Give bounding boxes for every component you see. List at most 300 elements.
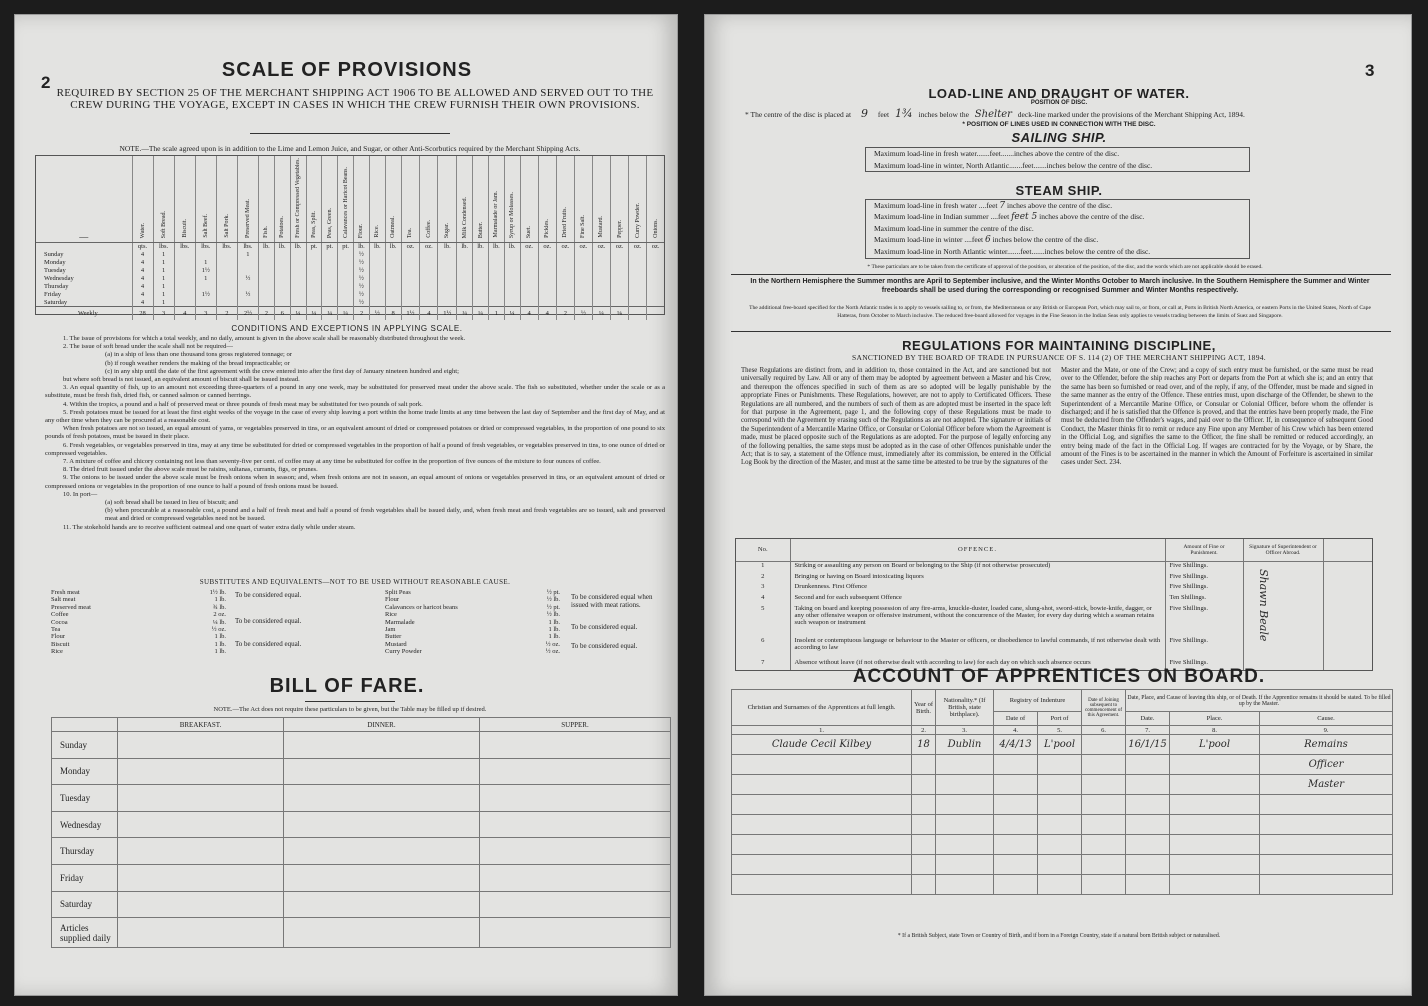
ration-cell [629,274,647,282]
substitute-qty: ¾ lb. [212,603,226,611]
apprentice-row [732,815,1393,835]
ration-cell [369,266,385,274]
ration-cell [306,258,322,266]
ration-cell [216,258,237,266]
ration-cell [290,298,306,306]
bill-cell[interactable] [284,864,480,891]
steam-tail: inches above the centre of the disc. [1007,200,1113,210]
unit-cell: lbs. [216,242,237,250]
ration-cell: 1 [195,274,216,282]
sailing-title: SAILING SHIP. [1011,130,1107,145]
weekly-cell: ½ [574,306,592,320]
ration-cell [592,290,610,298]
substitute-qty: 1 lb. [214,633,226,641]
ration-cell [629,282,647,290]
ration-cell: 4 [132,298,153,306]
apprentice-cell[interactable] [994,835,1038,855]
substitute-row [385,589,560,596]
apprentice-cell[interactable] [936,795,994,815]
apprentice-cell[interactable] [732,855,912,875]
ration-cell [488,274,504,282]
apprentice-cell[interactable] [912,875,936,895]
apprentice-cell[interactable] [912,815,936,835]
unit-cell: lb. [290,242,306,250]
ration-cell [322,282,338,290]
bill-row [52,891,671,918]
steam-label: Maximum load-line in Indian summer [874,212,989,222]
bill-cell[interactable] [480,918,671,948]
ration-cell [438,258,457,266]
app-name-header: Christian and Surnames of the Apprentices at full length. [732,690,912,726]
apprentice-cell[interactable] [994,755,1038,775]
ration-cell [473,282,489,290]
steam-value: 6 [985,235,991,246]
ration-cell [592,266,610,274]
unit-cell: oz. [556,242,574,250]
steam-cell [866,246,1249,258]
ration-cell [574,258,592,266]
apprentice-cell[interactable] [1082,875,1126,895]
apprentice-cell[interactable] [994,775,1038,795]
apprentice-cell[interactable] [936,815,994,835]
ration-cell [611,290,629,298]
ration-cell: 1 [153,298,174,306]
prov-col-2 [174,156,195,242]
apprentice-cell[interactable] [994,855,1038,875]
weekly-cell: 2 [258,306,274,320]
condition-item: 11. The stokehold hands are to receive sufficient oatmeal and one quart of water extra daily while under steam. [63,523,356,531]
apprentice-cell[interactable] [1126,755,1170,775]
apprentice-cell[interactable] [936,875,994,895]
condition-item: but where soft bread is not issued, an equivalent amount of biscuit shall be issued instead. [63,376,300,384]
ration-cell [647,258,664,266]
substitute-item: Calavances or haricot beans [385,603,458,611]
bill-cell[interactable] [284,758,480,785]
bill-cell[interactable] [118,864,284,891]
app-registry-header: Registry of Indenture [994,690,1082,712]
bill-cell[interactable] [284,732,480,759]
weekly-cell: 2 [556,306,574,320]
prov-col-label: Onions. [652,219,659,238]
prov-col-label: Potatoes. [279,216,286,238]
ration-cell [420,290,438,298]
apprentice-cell[interactable] [1170,775,1260,795]
bill-cell[interactable] [118,732,284,759]
weekly-cell: 3 [153,306,174,320]
substitute-row [51,611,226,618]
ration-cell [174,250,195,258]
apprentice-cell[interactable] [1126,775,1170,795]
apprentice-cell[interactable] [1082,795,1126,815]
ration-cell [629,250,647,258]
apprentice-cell[interactable] [1082,815,1126,835]
substitute-qty: ½ oz. [545,648,560,656]
apprentice-cell[interactable] [1260,855,1393,875]
prov-col-label: Water. [139,222,146,238]
ration-cell [338,282,354,290]
offence-blank [1323,605,1372,637]
ration-cell [457,274,473,282]
ration-cell [504,282,520,290]
apprentice-cell[interactable] [1170,815,1260,835]
bill-corner [52,718,118,732]
ration-cell [457,266,473,274]
apprentice-cell[interactable]: Officer [1260,755,1393,775]
offence-row [736,561,1372,573]
unit-cell: lb. [438,242,457,250]
ration-cell [174,282,195,290]
day-label: Sunday [44,250,64,258]
bill-cell[interactable] [118,891,284,918]
apprentice-cell[interactable]: 4/4/13 [994,735,1038,755]
unit-cell: lb. [385,242,401,250]
prov-col-label: Fine Salt. [580,214,587,238]
ration-cell [290,266,306,274]
substitutes-middle [385,589,560,656]
prov-col-label: Salt Pork. [223,214,230,238]
apprentice-cell[interactable] [732,755,912,775]
substitute-qty: 1 lb. [548,618,560,626]
substitute-qty: ¼ lb. [212,618,226,626]
substitutes-left [51,589,226,656]
reg-title: REGULATIONS FOR MAINTAINING DISCIPLINE, [902,338,1216,353]
conditions-list [45,335,665,532]
sailing-row [866,148,1249,160]
ration-cell [401,266,420,274]
ration-cell [401,258,420,266]
ration-cell [237,282,258,290]
apprentice-cell[interactable] [1038,775,1082,795]
substitute-item: Salt meat [51,596,76,604]
weekly-cell: 1½ [438,306,457,320]
bill-day: Monday [52,758,118,785]
ration-cell [520,258,538,266]
prov-col-17 [438,156,457,242]
apprentice-cell[interactable] [936,835,994,855]
apprentice-cell[interactable]: Master [1260,775,1393,795]
bill-cell[interactable] [284,918,480,948]
ration-cell [574,298,592,306]
weekly-cell [629,306,647,320]
substitute-item: Flour [51,633,66,641]
units-row [36,242,664,250]
ration-cell [237,266,258,274]
equal-1: To be considered equal. [235,591,302,599]
ration-cell [237,258,258,266]
unit-cell: lb. [473,242,489,250]
day-row [36,290,664,298]
ration-cell [647,282,664,290]
ration-cell [473,250,489,258]
apprentice-cell[interactable]: 18 [912,735,936,755]
substitute-qty: ½ lb. [546,611,560,619]
ration-cell [629,298,647,306]
ration-cell [306,274,322,282]
unit-cell: oz. [538,242,556,250]
apprentice-cell[interactable] [1126,815,1170,835]
apprentice-cell[interactable] [936,855,994,875]
apprentice-cell[interactable] [732,775,912,795]
apprentice-cell[interactable] [912,795,936,815]
bill-day: Sunday [52,732,118,759]
ration-cell [504,298,520,306]
apprentice-cell[interactable] [732,815,912,835]
apprentice-cell[interactable] [1260,835,1393,855]
ration-cell: 4 [132,250,153,258]
apprentice-cell[interactable]: Dublin [936,735,994,755]
ration-cell [520,266,538,274]
apprentice-cell[interactable] [912,855,936,875]
apprentice-cell[interactable] [1082,735,1126,755]
apprentice-cell[interactable] [936,775,994,795]
apprentice-cell[interactable] [912,755,936,775]
apprentice-cell[interactable] [1170,795,1260,815]
ration-cell [258,266,274,274]
apprentice-cell[interactable] [994,815,1038,835]
ration-cell: ½ [354,282,370,290]
apprentice-cell[interactable] [1126,875,1170,895]
apprentice-cell[interactable] [1170,755,1260,775]
bill-cell[interactable] [480,891,671,918]
steam-row [866,235,1249,247]
apprentice-cell[interactable] [1082,835,1126,855]
ration-cell [574,274,592,282]
ration-cell [438,298,457,306]
ration-cell: 1 [153,282,174,290]
substitute-item: Butter [385,633,402,641]
bill-row [52,732,671,759]
app-year-header: Year of Birth. [912,690,936,726]
apprentice-cell[interactable] [732,795,912,815]
app-portof: Port of [1038,712,1082,726]
bill-cell[interactable] [480,838,671,865]
bill-day: Wednesday [52,811,118,838]
ration-cell [338,298,354,306]
day-label: Saturday [44,298,68,306]
page-number: 2 [41,73,51,92]
apprentice-cell[interactable] [912,835,936,855]
ration-cell [401,298,420,306]
apprentice-row [732,835,1393,855]
bill-cell[interactable] [118,918,284,948]
ration-cell [556,290,574,298]
prov-col-label: Peas, Green. [326,207,333,238]
prov-col-25 [574,156,592,242]
apprentice-cell[interactable] [1260,875,1393,895]
weekly-cell: 3 [195,306,216,320]
ration-cell [274,266,290,274]
ration-cell [174,290,195,298]
ration-cell [401,250,420,258]
bill-cell[interactable] [480,864,671,891]
bill-cell[interactable] [118,811,284,838]
apprentice-cell[interactable] [1126,855,1170,875]
ration-cell [306,266,322,274]
apprentice-cell[interactable]: Claude Cecil Kilbey [732,735,912,755]
bill-cell[interactable] [118,758,284,785]
prov-col-20 [488,156,504,242]
ration-cell: 1½ [195,290,216,298]
prov-col-label: Suet. [526,225,533,238]
offence-no: 2 [761,572,765,580]
offence-row [736,594,1372,605]
bill-cell[interactable] [284,785,480,812]
apprentice-cell[interactable] [1082,775,1126,795]
ration-cell [322,298,338,306]
ration-cell: ½ [354,298,370,306]
steam-value: 7 [999,200,1006,211]
ration-cell [457,290,473,298]
ration-cell [385,282,401,290]
prov-col-label: Salt Beef. [202,214,209,238]
apprentice-cell[interactable] [1126,795,1170,815]
apprentice-cell[interactable] [1038,815,1082,835]
weekly-cell: ¼ [322,306,338,320]
apprentice-cell[interactable] [1260,795,1393,815]
weekly-cell: ¼ [504,306,520,320]
bill-cell[interactable] [480,785,671,812]
apprentice-cell[interactable] [1082,755,1126,775]
day-row [36,274,664,282]
apprentice-cell[interactable] [994,795,1038,815]
ration-cell [401,290,420,298]
ration-cell [611,282,629,290]
sailing-text: Maximum load-line in fresh water.......feet.......inches above the centre of the disc. [874,149,1120,159]
apprentice-cell[interactable] [1038,855,1082,875]
unit-cell: lbs. [195,242,216,250]
apprentice-cell[interactable] [1170,875,1260,895]
bill-cell[interactable] [284,838,480,865]
left-page [14,14,678,996]
apprentice-cell[interactable] [994,875,1038,895]
prov-col-label: Tea. [407,227,414,238]
apprentice-cell[interactable]: 16/1/15 [1126,735,1170,755]
apprentice-cell[interactable] [936,755,994,775]
ration-cell [306,250,322,258]
ration-cell: ½ [354,258,370,266]
prov-col-9 [306,156,322,242]
no-header: No. [736,539,790,561]
substitute-row [385,648,560,655]
unit-cell: lb. [457,242,473,250]
ration-cell [520,298,538,306]
steam-value: feet 5 [1011,212,1038,223]
apprentice-row [732,755,1393,775]
offence-row [736,583,1372,594]
ration-cell [520,274,538,282]
app-num: 9. [1260,726,1393,735]
ration-cell [322,250,338,258]
offence-fine: Five Shillings. [1165,659,1243,670]
steam-tail: inches above the centre of the disc. [1039,212,1145,222]
condition-item: 1. The issue of provisions for which a total weekly, and no daily, amount is given in the above scale shall be reasonably distributed throughout the week. [63,335,466,342]
offence-text: Second and for each subsequent Offence [790,594,1165,605]
bill-cell[interactable] [118,785,284,812]
day-row [36,298,664,306]
prov-col-label: Butter. [477,221,484,238]
equal-4: To be considered equal. [571,623,638,631]
apprentices-title: ACCOUNT OF APPRENTICES ON BOARD. [852,666,1266,687]
steam-cell: Maximum load-line in fresh water ....feet 7 inches above the centre of the disc. [874,200,1113,211]
bill-cell[interactable] [118,838,284,865]
apprentice-cell[interactable] [1170,835,1260,855]
unit-cell: lb. [258,242,274,250]
ration-cell [520,250,538,258]
fine-header: Amount of Fine or Punishment. [1165,539,1243,561]
ration-cell [611,266,629,274]
apprentice-cell[interactable] [1038,795,1082,815]
right-page [704,14,1412,996]
bill-cell[interactable] [480,758,671,785]
scale-title: SCALE OF PROVISIONS [221,59,473,81]
ration-cell [290,258,306,266]
ration-cell [538,298,556,306]
apprentice-cell[interactable] [1038,875,1082,895]
apprentice-cell[interactable] [1082,855,1126,875]
apprentice-cell[interactable] [1126,835,1170,855]
ration-cell: ½ [237,274,258,282]
prov-col-label: Milk Condensed. [461,196,468,238]
ration-cell [457,282,473,290]
apprentice-cell[interactable]: Remains [1260,735,1393,755]
apprentice-cell[interactable] [732,875,912,895]
substitute-item: Mustard [385,640,407,648]
unit-cell: oz. [592,242,610,250]
prov-col-10 [322,156,338,242]
steam-label: Maximum load-line in fresh water [874,200,977,210]
unit-cell: lb. [488,242,504,250]
ration-cell [369,250,385,258]
disc-feet: 9 [860,107,868,120]
reg-left-text: These Regulations are distinct from, and in addition to, those contained in the Act, and are sanctioned but not universally required by Law. All or any of them may be adopted by agreement between a Master and his Crew, and thereupon the offences specified in such of them as are so adopted will be legally punishable by the appropriate Fines or Punishments. These Regulations, however, are not to apply to Certificated Officers. These Regulations are all numbered, and the numbers of such of them as are adopted must be inserted in the space left for that purpose in the Agreement, page 1, and the following copy of these Regulations must be made to correspond with the Agreement by erasing such of the Regulations as are not adopted. The signature or initials of the Superintendent of a Mercantile Marine Office, or Consular or Colonial Officer before whom the Agreement is made, must be placed opposite such of the Regulations as are adopted. For the purpose of legally enforcing any of the following penalties, the same steps must be adopted as in the case of other Offences punishable under the Act; that is to say, a statement of the Offence must, immediately after its commission, be entered in the Official Log Book by the direction of the Master, and must at the same time be attested to be true by the signatures of the [741,367,1051,467]
apprentice-cell[interactable] [912,775,936,795]
ration-cell [216,282,237,290]
bill-cell[interactable] [480,732,671,759]
season-note: In the Northern Hemisphere the Summer months are April to September inclusive, and the Winter Months October to March inclusive. In the Southern Hemisphere the Summer and Winter freeboards shall be used during the corresponding or recognised Summer and Winter Months respectively. [750,278,1370,294]
apprentice-cell[interactable] [1038,755,1082,775]
day-label: Tuesday [44,266,66,274]
ration-cell [592,282,610,290]
substitute-item: Marmalade [385,618,415,626]
substitute-row [51,604,226,611]
weekly-cell: ¼ [290,306,306,320]
prov-col-13 [369,156,385,242]
blank-header [1323,539,1372,561]
condition-item: (b) when procurable at a reasonable cost, a pound and a half of fresh meat and half a pound of fresh vegetables shall be issued daily, and, when fresh meat and fresh vegetables are so issued, salt and preserved meat and dried or compressed vegetables need not be issued. [105,507,665,523]
bill-cell[interactable] [284,811,480,838]
apprentice-cell[interactable]: L'pool [1170,735,1260,755]
prov-col-8 [290,156,306,242]
bill-row [52,785,671,812]
apprentice-cell[interactable] [1170,855,1260,875]
units-corner [36,242,132,250]
apprentice-cell[interactable] [1038,835,1082,855]
apprentice-cell[interactable] [732,835,912,855]
apprentice-cell[interactable]: L'pool [1038,735,1082,755]
app-nat-header: Nationality.* (If British, state birthplace). [936,690,994,726]
substitute-row [51,641,226,648]
offence-text: Drunkenness. First Offence [790,583,1165,594]
substitute-item: Rice [385,611,397,619]
bill-cell[interactable] [480,811,671,838]
substitute-row [51,648,226,655]
ration-cell [592,258,610,266]
supper-header: SUPPER. [480,718,671,732]
bill-cell[interactable] [284,891,480,918]
apprentice-cell[interactable] [1260,815,1393,835]
unit-cell: oz. [611,242,629,250]
day-row [36,250,664,258]
